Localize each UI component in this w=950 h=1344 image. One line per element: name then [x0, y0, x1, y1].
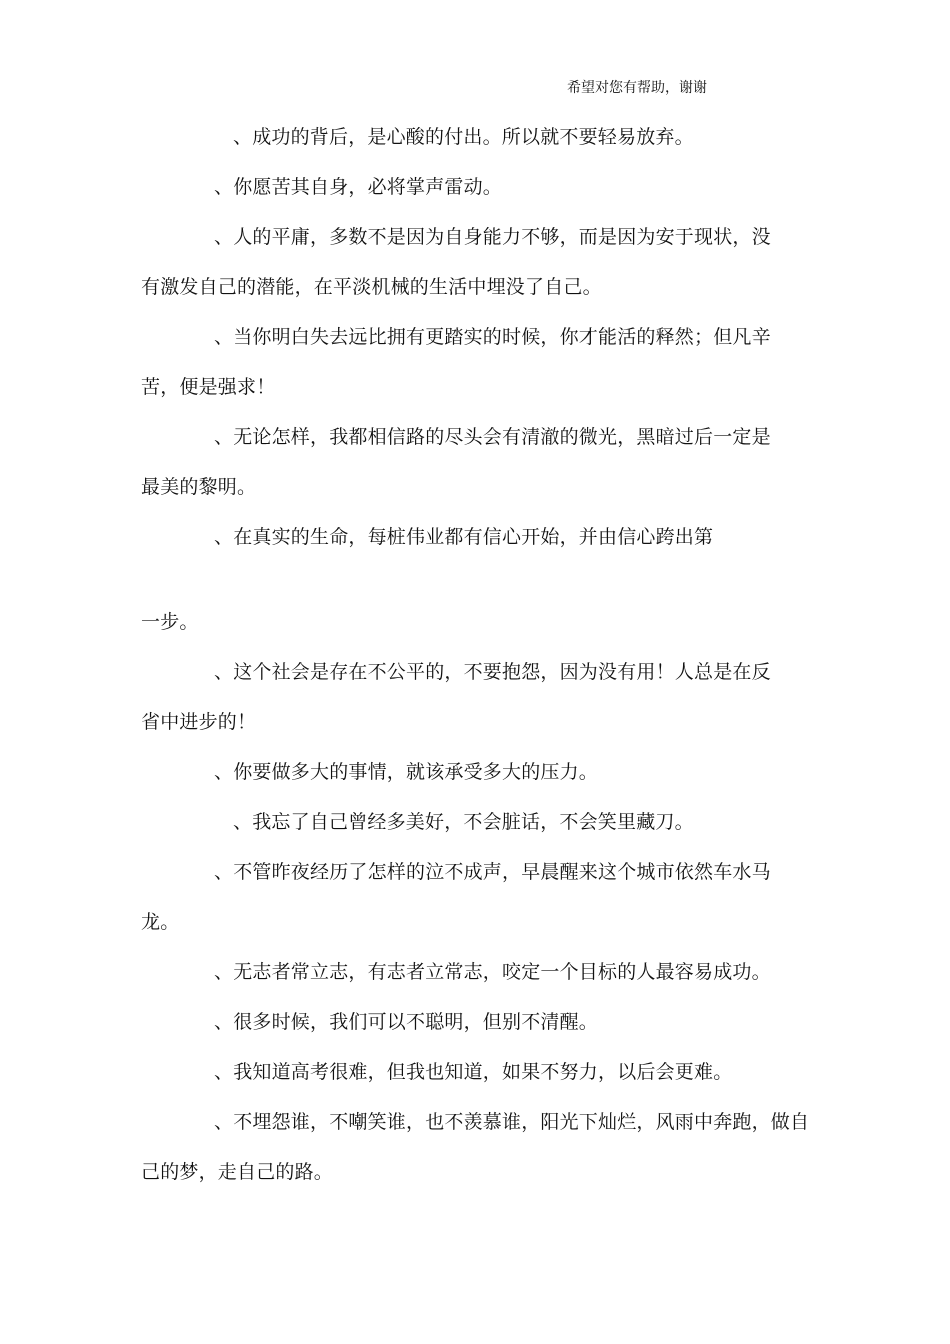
- quote-line: 、不埋怨谁，不嘲笑谁，也不羡慕谁，阳光下灿烂，风雨中奔跑，做自: [214, 1111, 810, 1133]
- quote-line-continued: 一步。: [141, 611, 199, 633]
- quote-line: 、无志者常立志，有志者立常志，咬定一个目标的人最容易成功。: [214, 961, 771, 983]
- quote-line: 、很多时候，我们可以不聪明，但别不清醒。: [214, 1011, 599, 1033]
- quote-line: 、我忘了自己曾经多美好，不会脏话，不会笑里藏刀。: [233, 811, 694, 833]
- quote-line: 、你要做多大的事情，就该承受多大的压力。: [214, 761, 599, 783]
- header-note: 希望对您有帮助，谢谢: [567, 80, 707, 96]
- quote-line: 、在真实的生命，每桩伟业都有信心开始，并由信心跨出第: [214, 526, 714, 548]
- quote-line-continued: 最美的黎明。: [141, 476, 257, 498]
- quote-line: 、你愿苦其自身，必将掌声雷动。: [214, 176, 503, 198]
- quote-line: 、无论怎样，我都相信路的尽头会有清澈的微光，黑暗过后一定是: [214, 426, 771, 448]
- quote-line-continued: 己的梦，走自己的路。: [141, 1161, 334, 1183]
- quote-line: 、成功的背后，是心酸的付出。所以就不要轻易放弃。: [233, 126, 694, 148]
- quote-line: 、当你明白失去远比拥有更踏实的时候，你才能活的释然；但凡辛: [214, 326, 771, 348]
- quote-line: 、不管昨夜经历了怎样的泣不成声，早晨醒来这个城市依然车水马: [214, 861, 771, 883]
- quote-line-continued: 省中进步的！: [141, 711, 257, 733]
- quote-line: 、我知道高考很难，但我也知道，如果不努力，以后会更难。: [214, 1061, 733, 1083]
- quote-line: 、这个社会是存在不公平的，不要抱怨，因为没有用！人总是在反: [214, 661, 771, 683]
- quote-line-continued: 有激发自己的潜能，在平淡机械的生活中埋没了自己。: [141, 276, 602, 298]
- quote-line-continued: 龙。: [141, 911, 180, 933]
- quote-line: 、人的平庸，多数不是因为自身能力不够，而是因为安于现状，没: [214, 226, 771, 248]
- quote-line-continued: 苦，便是强求！: [141, 376, 276, 398]
